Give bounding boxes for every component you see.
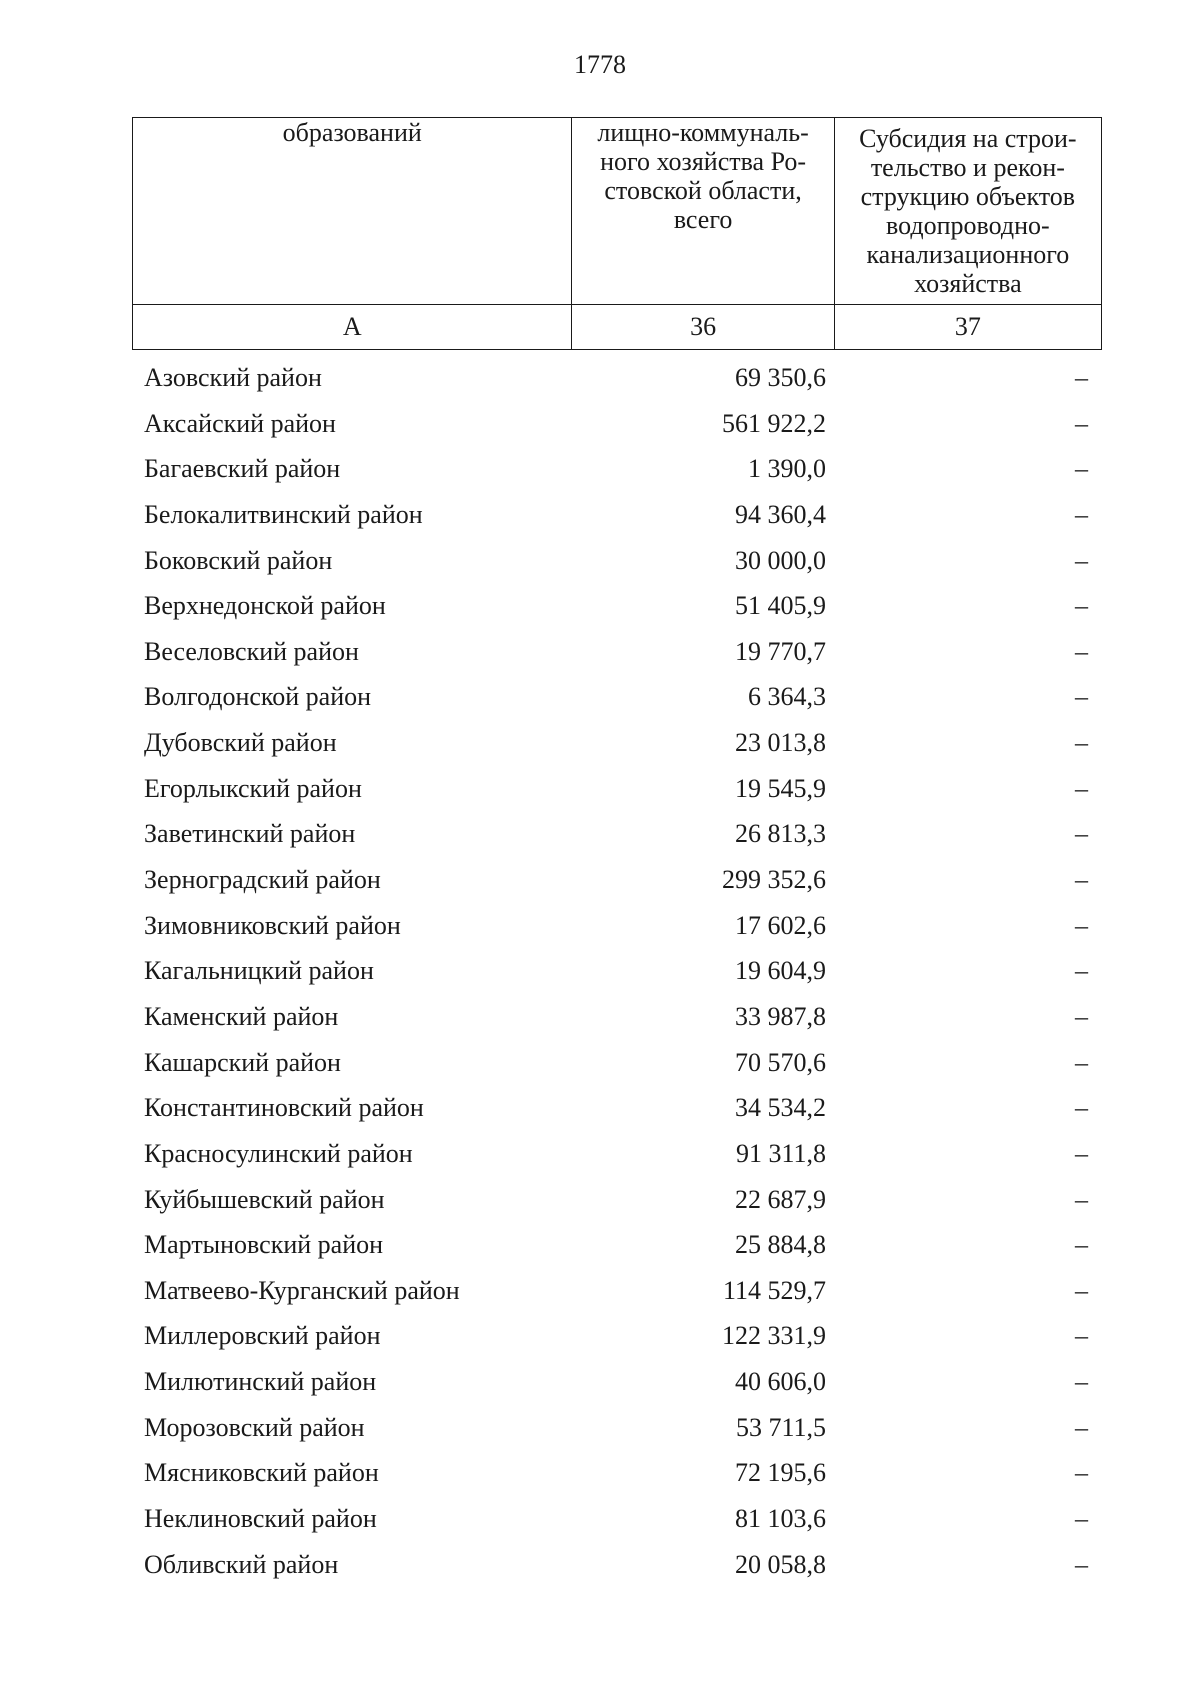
table-row (132, 994, 1102, 1040)
district-name: Аксайский район (144, 408, 336, 438)
total-value: 299 352,6 (722, 865, 826, 895)
total-value: 20 058,8 (735, 1549, 826, 1579)
subsidy-value: – (1075, 819, 1088, 849)
district-name: Кашарский район (144, 1047, 341, 1077)
column-number-a: А (133, 305, 572, 350)
subsidy-value: – (1075, 1230, 1088, 1260)
subsidy-value: – (1075, 499, 1088, 529)
column-number-row (133, 305, 1102, 350)
table-row (132, 492, 1102, 538)
table-row (132, 1313, 1102, 1359)
district-name: Морозовский район (144, 1412, 365, 1442)
total-value: 33 987,8 (735, 1001, 826, 1031)
table-row (132, 1040, 1102, 1086)
subsidy-value: – (1075, 1458, 1088, 1488)
district-name: Неклиновский район (144, 1504, 377, 1534)
total-value: 6 364,3 (748, 682, 826, 712)
header-text-total: лищно-коммуналь- ного хозяйства Ро- стовской области, всего (597, 118, 809, 234)
subsidy-value: – (1075, 1275, 1088, 1305)
table-row (132, 1496, 1102, 1542)
table-row (132, 355, 1102, 401)
subsidy-value: – (1075, 636, 1088, 666)
total-value: 40 606,0 (735, 1367, 826, 1397)
total-value: 30 000,0 (735, 545, 826, 575)
table-row (132, 446, 1102, 492)
table-row (132, 1450, 1102, 1496)
subsidy-value: – (1075, 773, 1088, 803)
subsidy-value: – (1075, 408, 1088, 438)
total-value: 53 711,5 (735, 1412, 826, 1442)
table-row (132, 903, 1102, 949)
table-row (132, 1542, 1102, 1588)
subsidy-value: – (1075, 591, 1088, 621)
total-value: 51 405,9 (735, 591, 826, 621)
district-name: Боковский район (144, 545, 333, 575)
total-value: 114 529,7 (722, 1275, 826, 1305)
table-row (132, 1085, 1102, 1131)
total-value: 25 884,8 (735, 1230, 826, 1260)
table-row (132, 948, 1102, 994)
table-row (132, 1268, 1102, 1314)
subsidy-value: – (1075, 1367, 1088, 1397)
table-row (132, 629, 1102, 675)
header-cell-total (572, 118, 834, 305)
district-name: Мясниковский район (144, 1458, 379, 1488)
table-row (132, 1222, 1102, 1268)
subsidy-value: – (1075, 682, 1088, 712)
table-row (132, 1359, 1102, 1405)
total-value: 561 922,2 (722, 408, 826, 438)
table-row (132, 1405, 1102, 1451)
total-value: 122 331,9 (722, 1321, 826, 1351)
subsidy-value: – (1075, 363, 1088, 392)
table-row (132, 538, 1102, 584)
subsidy-value: – (1075, 545, 1088, 575)
district-name: Куйбышевский район (144, 1184, 385, 1214)
total-value: 34 534,2 (735, 1093, 826, 1123)
table-row (132, 674, 1102, 720)
district-name: Белокалитвинский район (144, 499, 423, 529)
total-value: 72 195,6 (735, 1458, 826, 1488)
district-name: Верхнедонской район (144, 591, 386, 621)
district-name: Каменский район (144, 1001, 339, 1031)
district-name: Волгодонской район (144, 682, 372, 712)
table-body (132, 355, 1102, 1587)
subsidy-value: – (1075, 728, 1088, 758)
total-value: 19 770,7 (735, 636, 826, 666)
column-number-36: 36 (572, 305, 834, 350)
district-name: Зимовниковский район (144, 910, 401, 940)
district-name: Милютинский район (144, 1367, 377, 1397)
table-row (132, 1131, 1102, 1177)
header-cell-municipality (133, 118, 572, 305)
total-value: 19 604,9 (735, 956, 826, 986)
district-name: Миллеровский район (144, 1321, 381, 1351)
district-name: Веселовский район (144, 636, 359, 666)
district-name: Дубовский район (144, 728, 337, 758)
total-value: 19 545,9 (735, 773, 826, 803)
table-row (132, 1177, 1102, 1223)
total-value: 1 390,0 (748, 454, 826, 484)
total-value: 94 360,4 (735, 499, 826, 529)
subsidy-value: – (1075, 1047, 1088, 1077)
header-text-subsidy: Субсидия на строи- тельство и рекон- струкцию объектов водопроводно- канализационного хозяйства (859, 124, 1077, 298)
table-row (132, 583, 1102, 629)
table-row (132, 857, 1102, 903)
table-row (132, 401, 1102, 447)
subsidy-value: – (1075, 956, 1088, 986)
total-value: 17 602,6 (735, 910, 826, 940)
table-row (132, 811, 1102, 857)
total-value: 22 687,9 (735, 1184, 826, 1214)
header-text-municipality: образований (282, 118, 422, 147)
subsidy-value: – (1075, 1412, 1088, 1442)
district-name: Егорлыкский район (144, 773, 362, 803)
total-value: 69 350,6 (735, 363, 826, 392)
subsidy-value: – (1075, 1184, 1088, 1214)
total-value: 23 013,8 (735, 728, 826, 758)
table-header (132, 117, 1102, 350)
subsidy-value: – (1075, 1504, 1088, 1534)
district-name: Мартыновский район (144, 1230, 384, 1260)
total-value: 26 813,3 (735, 819, 826, 849)
district-name: Заветинский район (144, 819, 356, 849)
header-cell-subsidy (834, 118, 1101, 305)
total-value: 70 570,6 (735, 1047, 826, 1077)
subsidy-value: – (1075, 1138, 1088, 1168)
page-number: 1778 (574, 50, 626, 79)
subsidy-value: – (1075, 910, 1088, 940)
district-name: Азовский район (144, 363, 322, 392)
column-number-37: 37 (834, 305, 1101, 350)
district-name: Матвеево-Курганский район (144, 1275, 460, 1305)
district-name: Обливский район (144, 1549, 339, 1579)
subsidy-value: – (1075, 1549, 1088, 1579)
table-row (132, 720, 1102, 766)
district-name: Константиновский район (144, 1093, 424, 1123)
subsidy-value: – (1075, 1001, 1088, 1031)
district-name: Кагальницкий район (144, 956, 374, 986)
subsidy-value: – (1075, 1321, 1088, 1351)
total-value: 91 311,8 (735, 1138, 826, 1168)
subsidy-value: – (1075, 865, 1088, 895)
total-value: 81 103,6 (735, 1504, 826, 1534)
subsidy-value: – (1075, 454, 1088, 484)
table-row (132, 766, 1102, 812)
district-name: Красносулинский район (144, 1138, 413, 1168)
subsidy-value: – (1075, 1093, 1088, 1123)
header-row (133, 118, 1102, 305)
district-name: Зерноградский район (144, 865, 381, 895)
district-name: Багаевский район (144, 454, 341, 484)
